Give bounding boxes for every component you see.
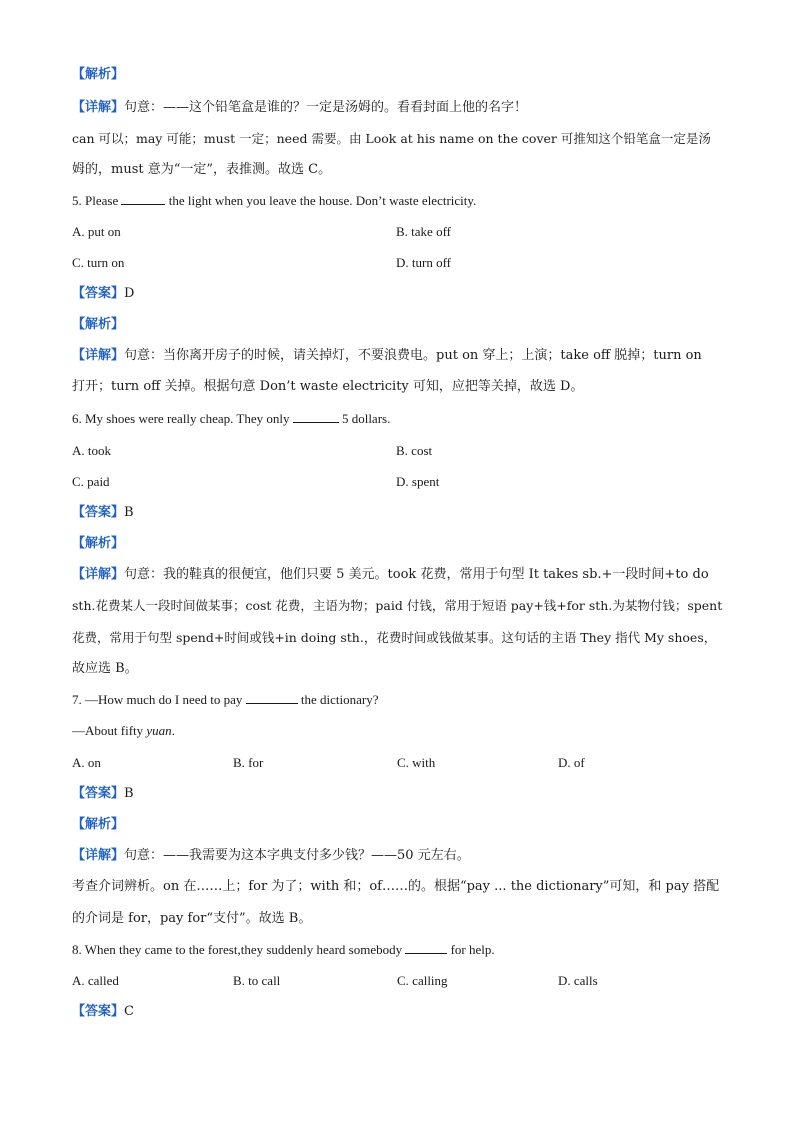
analysis-tag: 【解析】	[72, 67, 125, 82]
answer-q8	[72, 1003, 732, 1021]
answer-value: B	[124, 505, 134, 520]
option-b: B. to call	[233, 973, 281, 988]
detail-text: 句意：当你离开房子的时候，请关掉灯，不要浪费电。put on 穿上；上演；take off 脱掉；turn on	[124, 348, 702, 363]
answer-blank	[405, 941, 447, 954]
detail-q7-line2: 考查介词辨析。on 在……上；for 为了；with 和；of……的。根据“pay ... the dictionary”可知，和 pay 搭配	[72, 879, 720, 894]
question-8-stem	[72, 941, 732, 959]
question-6-stem	[72, 410, 732, 428]
option-c: C. calling	[397, 973, 448, 988]
detail-tag: 【详解】	[72, 848, 125, 863]
answer-q6	[72, 504, 732, 522]
detail-q6-line4: 故应选 B。	[72, 661, 138, 676]
detail-text: 句意：——这个铅笔盒是谁的？一定是汤姆的。看看封面上他的名字！	[124, 100, 528, 115]
detail-q6-line3: 花费，常用于句型 spend+时间或钱+in doing sth.，花费时间或钱做某事。这句话的主语 They 指代 My shoes，	[72, 630, 717, 645]
detail-q5-line1	[72, 347, 732, 365]
analysis-heading-q6	[72, 535, 732, 553]
analysis-tag: 【解析】	[72, 317, 125, 332]
answer-tag: 【答案】	[72, 505, 125, 520]
analysis-heading-q4	[72, 66, 732, 84]
detail-q4-line3: 姆的，must 意为“一定”，表推测。故选 C。	[72, 162, 332, 177]
question-7-reply	[72, 722, 732, 740]
detail-text: 句意：我的鞋真的很便宜，他们只要 5 美元。took 花费，常用于句型 It takes sb.+一段时间+to do	[124, 567, 709, 582]
analysis-tag: 【解析】	[72, 817, 125, 832]
reply-italic-word: yuan	[146, 723, 172, 738]
detail-q6-line2: sth.花费某人一段时间做某事；cost 花费，主语为物；paid 付钱，常用于短语 pay+钱+for sth.为某物付钱；spent	[72, 598, 723, 613]
answer-blank	[121, 192, 165, 205]
option-d: D. spent	[396, 474, 440, 489]
stem-part-b: the dictionary?	[300, 692, 379, 707]
analysis-tag: 【解析】	[72, 536, 125, 551]
stem-part-b: the light when you leave the house. Don’t waste electricity.	[168, 193, 477, 208]
option-a: A. took	[72, 443, 111, 458]
detail-q7-line3: 的介词是 for，pay for“支付”。故选 B。	[72, 911, 312, 926]
option-b: B. take off	[396, 224, 451, 239]
stem-part-a: 8. When they came to the forest,they suddenly heard somebody	[72, 942, 403, 957]
answer-value: D	[124, 286, 135, 301]
question-5-stem	[72, 192, 732, 210]
option-d: D. calls	[558, 973, 598, 988]
detail-tag: 【详解】	[72, 348, 125, 363]
stem-part-b: for help.	[450, 942, 495, 957]
analysis-heading-q7	[72, 816, 732, 834]
answer-tag: 【答案】	[72, 1004, 125, 1019]
option-a: A. called	[72, 973, 119, 988]
detail-q7-line1	[72, 847, 732, 865]
detail-text: 句意：——我需要为这本字典支付多少钱？——50 元左右。	[124, 848, 470, 863]
answer-value: B	[124, 786, 134, 801]
stem-part-a: 5. Please	[72, 193, 119, 208]
reply-part-a: —About fifty	[72, 723, 147, 738]
analysis-heading-q5	[72, 316, 732, 334]
answer-value: C	[124, 1004, 134, 1019]
stem-part-a: 7. —How much do I need to pay	[72, 692, 243, 707]
option-d: D. turn off	[396, 255, 452, 270]
stem-part-a: 6. My shoes were really cheap. They only	[72, 411, 290, 426]
option-c: C. turn on	[72, 255, 125, 270]
option-c: C. with	[397, 755, 436, 770]
answer-tag: 【答案】	[72, 286, 125, 301]
detail-q5-line2: 打开；turn off 关掉。根据句意 Don’t waste electricity 可知，应把等关掉，故选 D。	[72, 379, 584, 394]
option-a: A. on	[72, 755, 101, 770]
answer-tag: 【答案】	[72, 786, 125, 801]
answer-blank	[246, 691, 298, 704]
answer-q7	[72, 785, 732, 803]
question-7-stem	[72, 691, 732, 709]
detail-q4-line2: can 可以；may 可能；must 一定；need 需要。由 Look at his name on the cover 可推知这个铅笔盒一定是汤	[72, 131, 711, 146]
option-a: A. put on	[72, 224, 121, 239]
detail-q6-line1	[72, 566, 732, 584]
option-c: C. paid	[72, 474, 110, 489]
detail-tag: 【详解】	[72, 100, 125, 115]
stem-part-b: 5 dollars.	[341, 411, 391, 426]
answer-q5	[72, 285, 732, 303]
option-d: D. of	[558, 755, 585, 770]
detail-q4-line1	[72, 99, 732, 117]
detail-tag: 【详解】	[72, 567, 125, 582]
answer-blank	[293, 410, 339, 423]
option-b: B. for	[233, 755, 264, 770]
option-b: B. cost	[396, 443, 433, 458]
reply-part-b: .	[171, 723, 175, 738]
